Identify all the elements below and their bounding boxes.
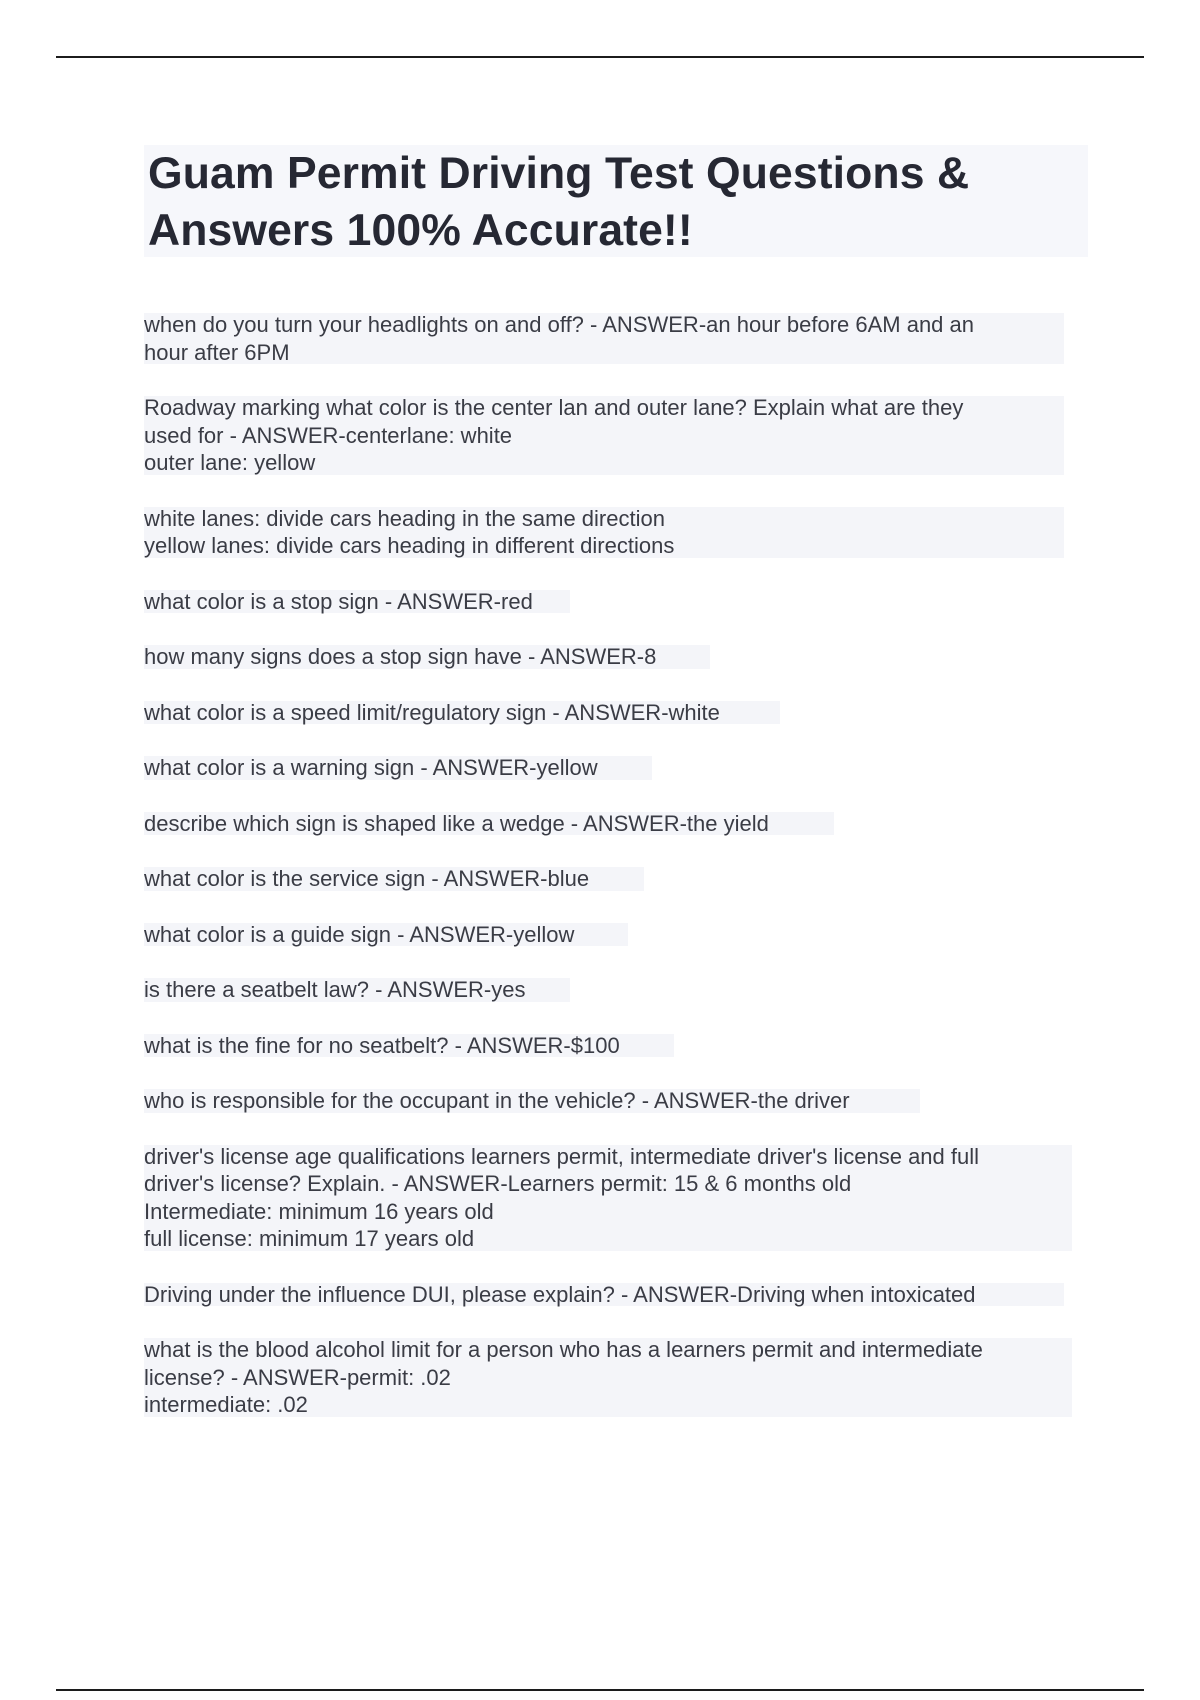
qa-item [144, 311, 1094, 366]
qa-item [144, 921, 1094, 949]
top-rule [56, 56, 1144, 58]
qa-text: white lanes: divide cars heading in the same direction yellow lanes: divide cars heading in different directions [144, 505, 675, 558]
qa-text: what color is a warning sign - ANSWER-yellow [144, 755, 598, 780]
qa-text: what is the fine for no seatbelt? - ANSWER-$100 [144, 1032, 620, 1058]
title-block [144, 145, 1088, 257]
qa-item [144, 1336, 1094, 1419]
document-title: Guam Permit Driving Test Questions & Answers 100% Accurate!! [148, 149, 970, 255]
qa-text: driver's license age qualifications learners permit, intermediate driver's license and full driver's license? Explain. - ANSWER-Learners permit: 15 & 6 months old Intermediate: minimum 16 years old full license: minimum 17 years old [144, 1143, 980, 1251]
qa-text: how many signs does a stop sign have - ANSWER-8 [144, 644, 657, 669]
qa-text: Driving under the influence DUI, please explain? - ANSWER-Driving when intoxicated [144, 1281, 976, 1307]
qa-item [144, 643, 1094, 671]
qa-text: when do you turn your headlights on and off? - ANSWER-an hour before 6AM and an hour after 6PM [144, 312, 974, 365]
qa-item [144, 1087, 1094, 1115]
qa-item [144, 1032, 1094, 1060]
qa-item [144, 588, 1094, 616]
bottom-rule [56, 1689, 1144, 1691]
qa-item [144, 699, 1094, 727]
qa-text: what color is a stop sign - ANSWER-red [144, 588, 533, 614]
qa-text: what is the blood alcohol limit for a person who has a learners permit and intermediate license? - ANSWER-permit: .02 intermediate: .02 [144, 1337, 983, 1417]
qa-item [144, 394, 1094, 477]
qa-text: describe which sign is shaped like a wedge - ANSWER-the yield [144, 810, 769, 836]
qa-item [144, 754, 1094, 782]
qa-item [144, 1281, 1094, 1309]
qa-item [144, 1143, 1094, 1253]
qa-item [144, 976, 1094, 1004]
qa-text: what color is a speed limit/regulatory sign - ANSWER-white [144, 699, 720, 725]
qa-list [144, 311, 1094, 1419]
qa-text: what color is the service sign - ANSWER-blue [144, 866, 590, 891]
qa-item [144, 505, 1094, 560]
qa-text: what color is a guide sign - ANSWER-yellow [144, 921, 575, 947]
qa-text: Roadway marking what color is the center lan and outer lane? Explain what are they used for - ANSWER-centerlane: white outer lane: yellow [144, 395, 964, 475]
qa-text: who is responsible for the occupant in the vehicle? - ANSWER-the driver [144, 1088, 850, 1113]
qa-item [144, 865, 1094, 893]
qa-text: is there a seatbelt law? - ANSWER-yes [144, 977, 526, 1002]
qa-item [144, 810, 1094, 838]
